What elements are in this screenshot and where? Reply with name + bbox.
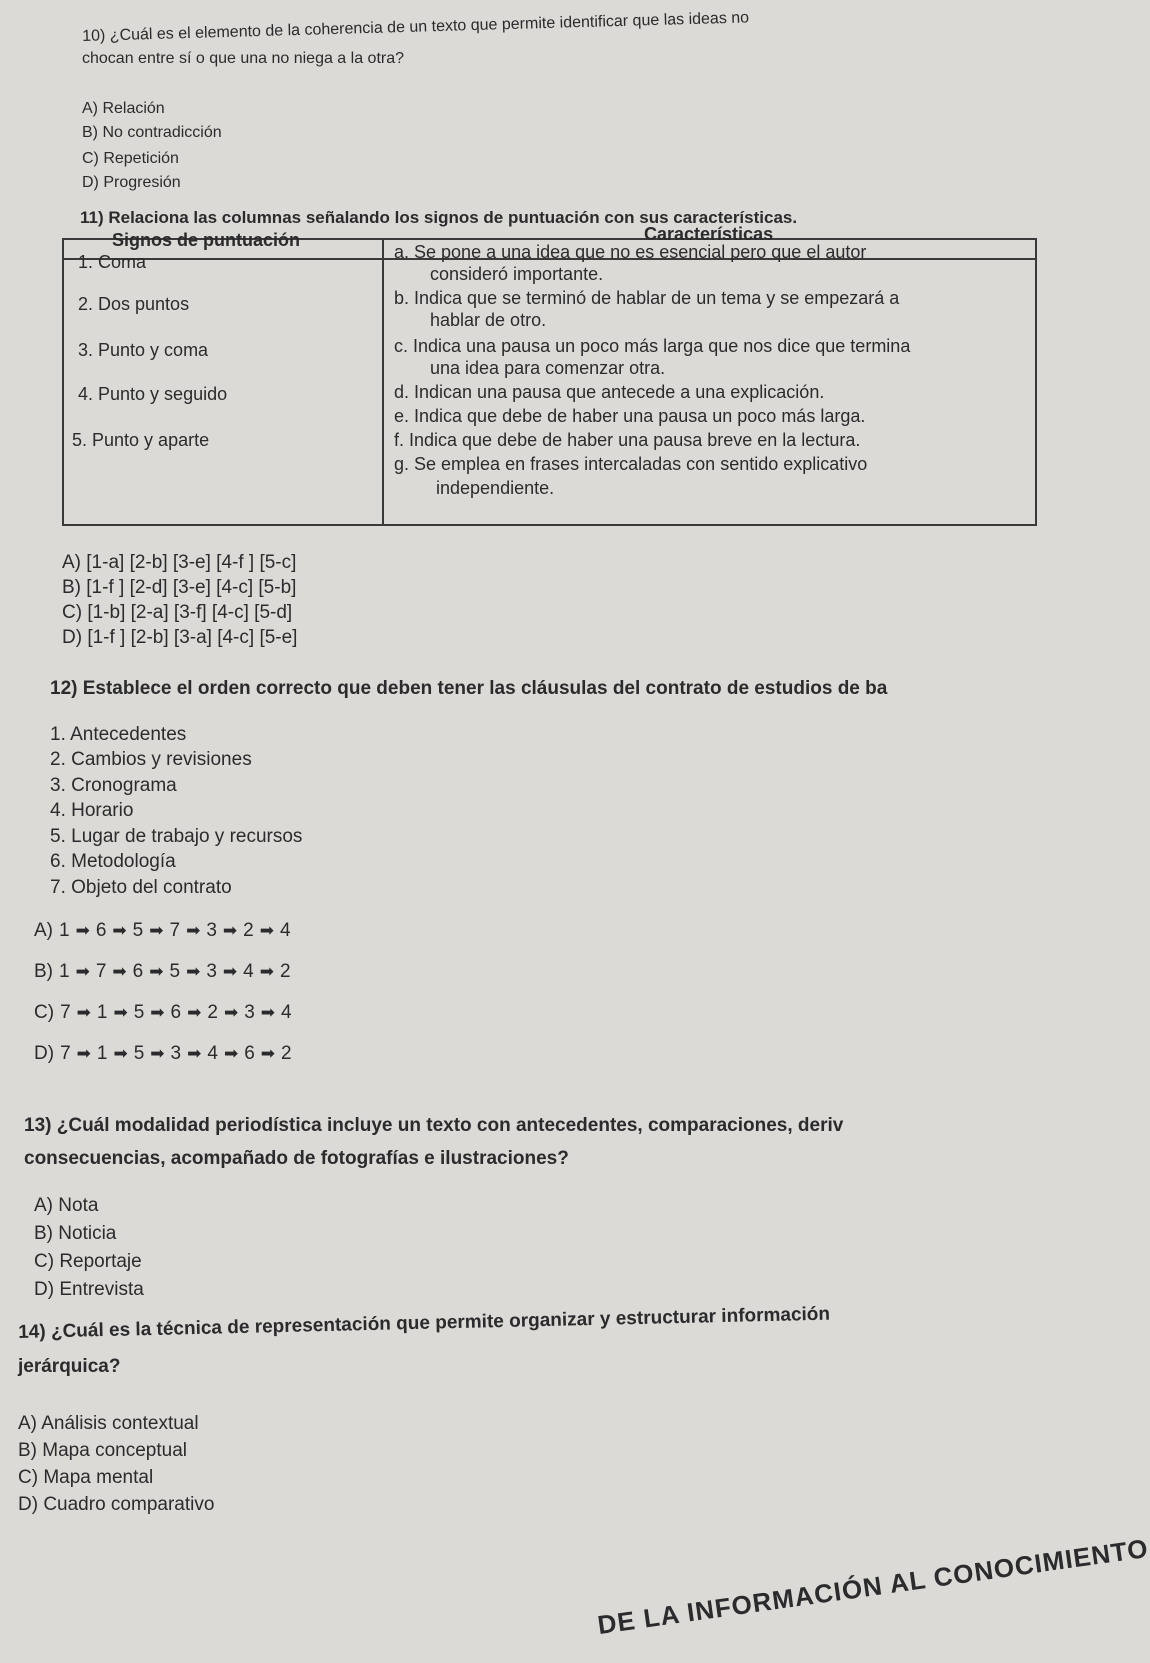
char-d: d. Indican una pausa que antecede a una explicación. bbox=[394, 382, 825, 402]
q12-item-6: 6. Metodología bbox=[50, 851, 176, 872]
table-header-characteristics: Características bbox=[644, 224, 774, 244]
sequence-number: 2 bbox=[207, 1002, 218, 1023]
arrow-right-icon: ➡ bbox=[149, 921, 164, 940]
arrow-right-icon: ➡ bbox=[112, 921, 127, 940]
q10-option-b: B) No contradicción bbox=[82, 124, 222, 141]
arrow-right-icon: ➡ bbox=[76, 1003, 91, 1022]
q11-option-a: A) [1-a] [2-b] [3-e] [4-f ] [5-c] bbox=[62, 552, 297, 573]
q12-option-label: A) bbox=[34, 920, 53, 941]
arrow-right-icon: ➡ bbox=[113, 1044, 128, 1063]
q10-option-d: D) Progresión bbox=[82, 174, 181, 191]
q12-item-7: 7. Objeto del contrato bbox=[50, 877, 232, 898]
char-b-line2: hablar de otro. bbox=[430, 310, 547, 330]
q12-option-b bbox=[34, 961, 291, 983]
q13-option-d: D) Entrevista bbox=[34, 1279, 144, 1300]
sequence-number: 7 bbox=[95, 961, 107, 982]
sequence-number: 3 bbox=[170, 1043, 182, 1064]
arrow-right-icon: ➡ bbox=[260, 1044, 276, 1063]
sequence-number: 4 bbox=[243, 961, 254, 982]
sequence-number: 3 bbox=[206, 961, 217, 982]
q10-option-c: C) Repetición bbox=[82, 150, 179, 167]
sign-5: 5. Punto y aparte bbox=[72, 430, 210, 450]
q12-option-label: C) bbox=[34, 1002, 55, 1023]
sequence-number: 5 bbox=[169, 961, 181, 982]
sequence-number: 1 bbox=[59, 920, 70, 941]
char-f: f. Indica que debe de haber una pausa breve en la lectura. bbox=[394, 430, 861, 450]
q13-option-b: B) Noticia bbox=[34, 1223, 117, 1244]
q12-option-d bbox=[34, 1043, 292, 1065]
sequence-number: 4 bbox=[207, 1043, 218, 1064]
q12-item-4: 4. Horario bbox=[50, 800, 134, 821]
q13-title-line2: consecuencias, acompañado de fotografías e ilustraciones? bbox=[24, 1148, 569, 1169]
char-a-line2: consideró importante. bbox=[430, 264, 604, 284]
table-header-signs: Signos de puntuación bbox=[112, 230, 300, 250]
footer-banner: DE LA INFORMACIÓN AL CONOCIMIENTO bbox=[595, 1532, 1150, 1641]
sequence-number: 7 bbox=[169, 920, 181, 941]
arrow-right-icon: ➡ bbox=[187, 1044, 202, 1063]
q11-title: 11) Relaciona las columnas señalando los signos de puntuación con sus características. bbox=[80, 208, 798, 227]
sequence-number: 7 bbox=[60, 1002, 71, 1023]
sequence-number: 6 bbox=[170, 1002, 182, 1023]
q14-option-b: B) Mapa conceptual bbox=[18, 1440, 187, 1461]
arrow-right-icon: ➡ bbox=[260, 1003, 276, 1022]
sequence-number: 4 bbox=[281, 1002, 292, 1023]
q12-item-2: 2. Cambios y revisiones bbox=[50, 749, 252, 770]
sequence-number: 4 bbox=[279, 920, 291, 941]
arrow-right-icon: ➡ bbox=[76, 1044, 91, 1063]
char-a-line1: a. Se pone a una idea que no es esencial pero que el autor bbox=[394, 242, 867, 262]
q12-option-c bbox=[34, 1002, 292, 1024]
q12-item-5: 5. Lugar de trabajo y recursos bbox=[50, 826, 303, 847]
q12-option-label: B) bbox=[34, 961, 53, 982]
arrow-right-icon: ➡ bbox=[223, 1044, 239, 1063]
arrow-right-icon: ➡ bbox=[222, 921, 238, 940]
q12-item-1: 1. Antecedentes bbox=[50, 724, 187, 745]
sequence-number: 5 bbox=[133, 1002, 145, 1023]
sequence-number: 2 bbox=[281, 1043, 292, 1064]
arrow-right-icon: ➡ bbox=[186, 921, 201, 940]
sequence-number: 1 bbox=[59, 961, 70, 982]
char-c-line1: c. Indica una pausa un poco más larga que nos dice que termina bbox=[394, 336, 911, 356]
arrow-right-icon: ➡ bbox=[186, 962, 201, 981]
q14-option-d: D) Cuadro comparativo bbox=[18, 1494, 215, 1515]
arrow-right-icon: ➡ bbox=[187, 1003, 202, 1022]
q11-option-b: B) [1-f ] [2-d] [3-e] [4-c] [5-b] bbox=[62, 577, 297, 598]
arrow-right-icon: ➡ bbox=[149, 962, 164, 981]
q11-option-d: D) [1-f ] [2-b] [3-a] [4-c] [5-e] bbox=[62, 627, 298, 648]
q14-option-c: C) Mapa mental bbox=[18, 1467, 154, 1488]
arrow-right-icon: ➡ bbox=[259, 962, 274, 981]
q12-item-3: 3. Cronograma bbox=[50, 775, 177, 796]
q13-option-c: C) Reportaje bbox=[34, 1251, 142, 1272]
char-c-line2: una idea para comenzar otra. bbox=[430, 358, 666, 378]
char-g-line1: g. Se emplea en frases intercaladas con sentido explicativo bbox=[394, 454, 868, 474]
punctuation-table bbox=[62, 224, 1037, 526]
q12-option-a bbox=[34, 920, 291, 942]
q10-title-line2: chocan entre sí o que una no niega a la otra? bbox=[82, 50, 405, 67]
arrow-right-icon: ➡ bbox=[113, 1003, 128, 1022]
arrow-right-icon: ➡ bbox=[112, 962, 127, 981]
sign-2: 2. Dos puntos bbox=[78, 294, 190, 314]
q14-title-line2: jerárquica? bbox=[18, 1356, 121, 1377]
sequence-number: 7 bbox=[60, 1043, 71, 1064]
sequence-number: 3 bbox=[244, 1002, 255, 1023]
sequence-number: 6 bbox=[132, 961, 144, 982]
sequence-number: 3 bbox=[206, 920, 217, 941]
q13-title-line1: 13) ¿Cuál modalidad periodística incluye un texto con antecedentes, comparaciones, deriv bbox=[24, 1115, 844, 1136]
arrow-right-icon: ➡ bbox=[150, 1003, 165, 1022]
sequence-number: 5 bbox=[132, 920, 144, 941]
sequence-number: 6 bbox=[244, 1043, 255, 1064]
q10-title-line1: 10) ¿Cuál es el elemento de la coherencia de un texto que permite identificar que las ideas no bbox=[82, 9, 750, 45]
sequence-number: 1 bbox=[96, 1043, 108, 1064]
q12-option-label: D) bbox=[34, 1043, 55, 1064]
q13-option-a: A) Nota bbox=[34, 1195, 99, 1216]
char-g-line2: independiente. bbox=[436, 478, 555, 498]
sequence-number: 5 bbox=[133, 1043, 145, 1064]
sequence-number: 2 bbox=[279, 961, 291, 982]
sign-4: 4. Punto y seguido bbox=[78, 384, 228, 404]
arrow-right-icon: ➡ bbox=[150, 1044, 165, 1063]
arrow-right-icon: ➡ bbox=[222, 962, 238, 981]
arrow-right-icon: ➡ bbox=[223, 1003, 239, 1022]
arrow-right-icon: ➡ bbox=[75, 921, 90, 940]
q14-option-a: A) Análisis contextual bbox=[18, 1413, 199, 1434]
q11-option-c: C) [1-b] [2-a] [3-f] [4-c] [5-d] bbox=[62, 602, 293, 623]
sequence-number: 6 bbox=[95, 920, 107, 941]
sign-3: 3. Punto y coma bbox=[78, 340, 209, 360]
char-b-line1: b. Indica que se terminó de hablar de un tema y se empezará a bbox=[394, 288, 900, 308]
table-column-divider bbox=[382, 240, 384, 524]
q12-title: 12) Establece el orden correcto que deben tener las cláusulas del contrato de estudios de ba bbox=[50, 678, 888, 699]
sequence-number: 1 bbox=[96, 1002, 108, 1023]
q10-option-a: A) Relación bbox=[82, 100, 165, 117]
sign-1: 1. Coma bbox=[78, 252, 147, 272]
q14-title-line1: 14) ¿Cuál es la técnica de representación que permite organizar y estructurar información bbox=[18, 1303, 831, 1343]
char-e: e. Indica que debe de haber una pausa un poco más larga. bbox=[394, 406, 866, 426]
arrow-right-icon: ➡ bbox=[75, 962, 90, 981]
arrow-right-icon: ➡ bbox=[259, 921, 274, 940]
sequence-number: 2 bbox=[243, 920, 254, 941]
